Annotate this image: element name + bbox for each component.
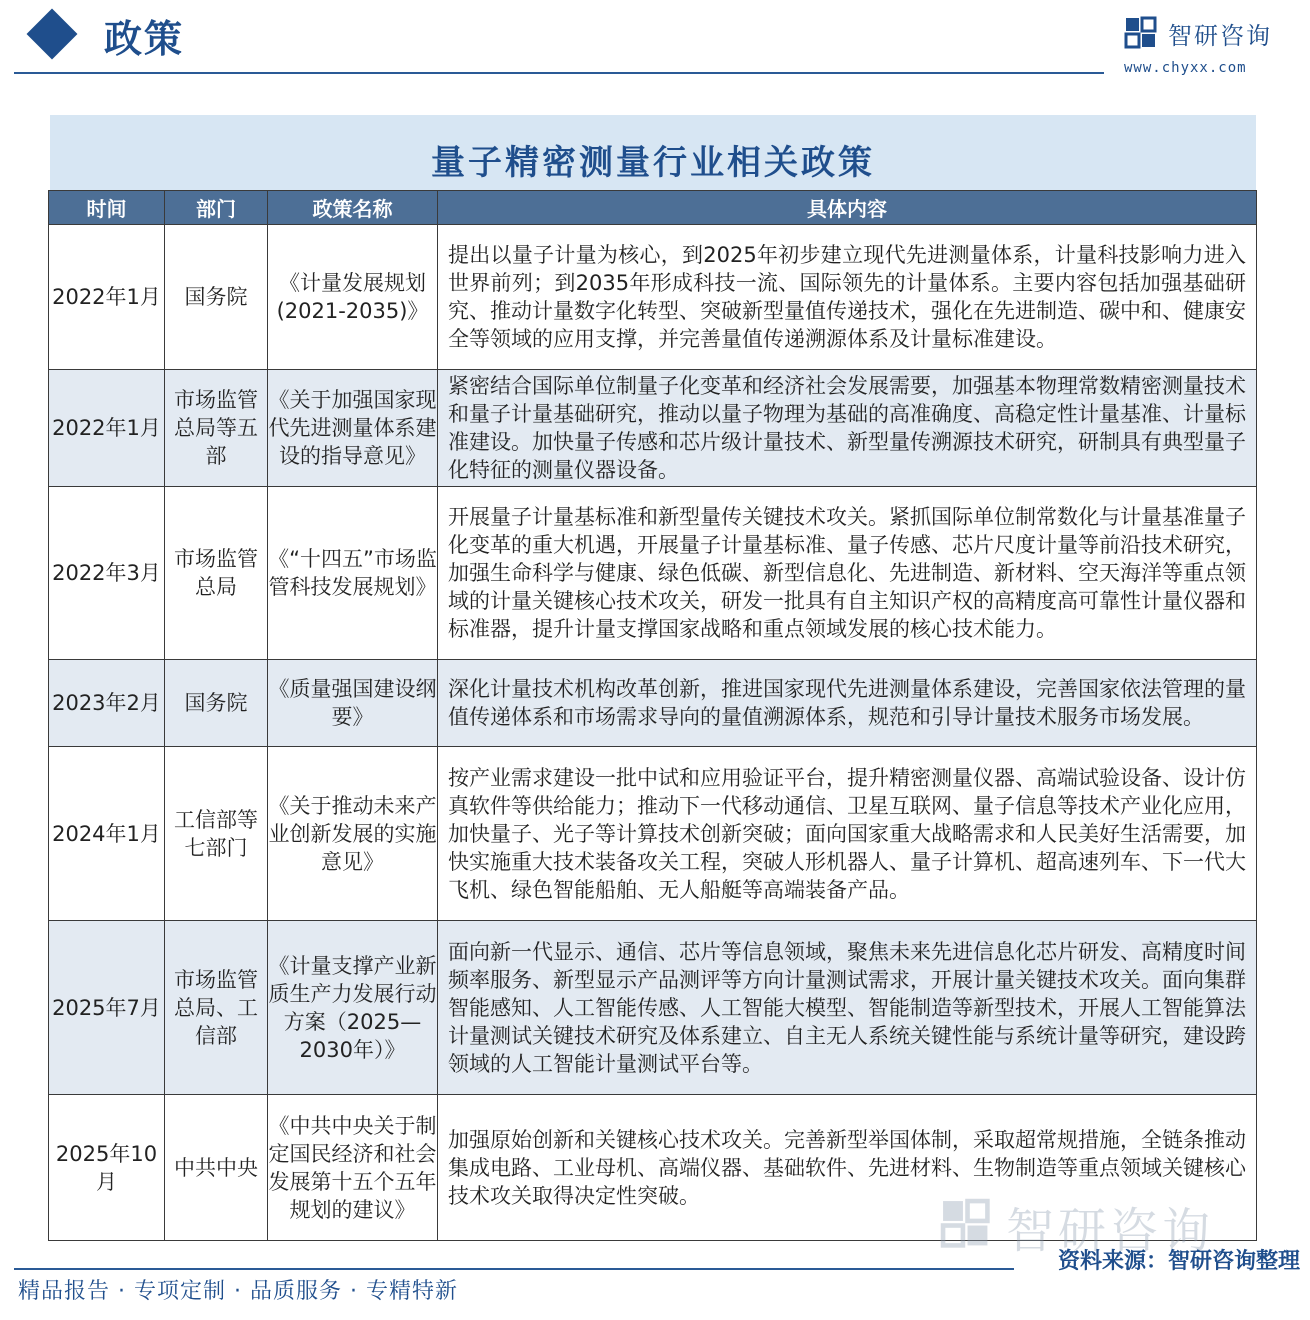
source-note: 资料来源：智研咨询整理 — [1057, 1249, 1300, 1274]
cell-content: 提出以量子计量为核心，到2025年初步建立现代先进测量体系，计量科技影响力进入世界前列；到2035年形成科技一流、国际领先的计量体系。主要内容包括加强基础研究、推动计量数字化转型、突破新型量值传递技术，强化在先进制造、碳中和、健康安全等领域的应用支撑，并完善量值传递溯源体系及计量标准建设。 — [438, 225, 1257, 370]
table-header-row — [49, 191, 1257, 225]
watermark-logo-icon — [940, 1198, 992, 1250]
table-title: 量子精密测量行业相关政策 — [431, 143, 875, 183]
cell-dept: 国务院 — [165, 660, 268, 747]
cell-dept: 国务院 — [165, 225, 268, 370]
cell-content: 面向新一代显示、通信、芯片等信息领域，聚焦未来先进信息化芯片研发、高精度时间频率服务、新型显示产品测评等方向计量测试需求，开展计量关键技术攻关。面向集群智能感知、人工智能传感、人工智能大模型、智能制造等新型技术，开展人工智能算法计量测试关键技术研究及体系建立、自主无人系统关键性能与系统计量等研究，建设跨领域的人工智能计量测试平台等。 — [438, 921, 1257, 1095]
table-row — [49, 370, 1257, 487]
cell-dept: 工信部等七部门 — [165, 747, 268, 921]
table-row — [49, 921, 1257, 1095]
cell-policy: 《计量支撑产业新质生产力发展行动方案（2025—2030年）》 — [268, 921, 438, 1095]
cell-policy: 《质量强国建设纲要》 — [268, 660, 438, 747]
cell-time: 2025年7月 — [49, 921, 165, 1095]
column-header-policy: 政策名称 — [268, 191, 438, 225]
table-title-band — [50, 115, 1256, 190]
footer-divider — [14, 1268, 1014, 1270]
cell-policy: 《关于加强国家现代先进测量体系建设的指导意见》 — [268, 370, 438, 487]
cell-content: 加强原始创新和关键核心技术攻关。完善新型举国体制，采取超常规措施，全链条推动集成电路、工业母机、高端仪器、基础软件、先进材料、生物制造等重点领域关键核心技术攻关取得决定性突破。 — [438, 1095, 1257, 1241]
cell-content: 深化计量技术机构改革创新，推进国家现代先进测量体系建设，完善国家依法管理的量值传递体系和市场需求导向的量值溯源体系，规范和引导计量技术服务市场发展。 — [438, 660, 1257, 747]
table-row — [49, 660, 1257, 747]
cell-policy: 《计量发展规划(2021-2035)》 — [268, 225, 438, 370]
column-header-time: 时间 — [49, 191, 165, 225]
cell-time: 2025年10月 — [49, 1095, 165, 1241]
table-row — [49, 487, 1257, 660]
cell-time: 2023年2月 — [49, 660, 165, 747]
brand-logo — [1124, 16, 1284, 76]
cell-content: 紧密结合国际单位制量子化变革和经济社会发展需要，加强基本物理常数精密测量技术和量子计量基础研究，推动以量子物理为基础的高准确度、高稳定性计量基准、计量标准建设。加快量子传感和芯片级计量技术、新型量传溯源技术研究，研制具有典型量子化特征的测量仪器设备。 — [438, 370, 1257, 487]
column-header-dept: 部门 — [165, 191, 268, 225]
cell-content: 开展量子计量基标准和新型量传关键技术攻关。紧抓国际单位制常数化与计量基准量子化变革的重大机遇，开展量子计量基标准、量子传感、芯片尺度计量等前沿技术研究，加强生命科学与健康、绿色低碳、新型信息化、先进制造、新材料、空天海洋等重点领域的计量关键核心技术攻关，研发一批具有自主知识产权的高精度高可靠性计量仪器和标准器，提升计量支撑国家战略和重点领域发展的核心技术能力。 — [438, 487, 1257, 660]
cell-policy: 《中共中央关于制定国民经济和社会发展第十五个五年规划的建议》 — [268, 1095, 438, 1241]
cell-time: 2024年1月 — [49, 747, 165, 921]
watermark-text: 智研咨询 — [1006, 1203, 1215, 1259]
brand-name: 智研咨询 — [1168, 22, 1272, 50]
column-header-content: 具体内容 — [438, 191, 1257, 225]
cell-dept: 市场监管总局等五部 — [165, 370, 268, 487]
cell-dept: 市场监管总局、工信部 — [165, 921, 268, 1095]
brand-url: www.chyxx.com — [1124, 60, 1247, 76]
footer-slogan: 精品报告 · 专项定制 · 品质服务 · 专精特新 — [18, 1279, 458, 1304]
table-row — [49, 225, 1257, 370]
section-diamond-icon — [27, 9, 78, 60]
cell-dept: 市场监管总局 — [165, 487, 268, 660]
cell-time: 2022年1月 — [49, 370, 165, 487]
header-divider — [14, 72, 1104, 74]
cell-policy: 《“十四五”市场监管科技发展规划》 — [268, 487, 438, 660]
cell-dept: 中共中央 — [165, 1095, 268, 1241]
brand-watermark — [940, 1192, 1270, 1259]
cell-time: 2022年1月 — [49, 225, 165, 370]
policy-table — [48, 190, 1257, 1241]
cell-content: 按产业需求建设一批中试和应用验证平台，提升精密测量仪器、高端试验设备、设计仿真软件等供给能力；推动下一代移动通信、卫星互联网、量子信息等技术产业化应用，加快量子、光子等计算技术创新突破；面向国家重大战略需求和人民美好生活需要，加快实施重大技术装备攻关工程，突破人形机器人、量子计算机、超高速列车、下一代大飞机、绿色智能船舶、无人船艇等高端装备产品。 — [438, 747, 1257, 921]
table-row — [49, 747, 1257, 921]
brand-logo-icon — [1124, 16, 1158, 50]
section-title: 政策 — [104, 17, 185, 61]
cell-time: 2022年3月 — [49, 487, 165, 660]
cell-policy: 《关于推动未来产业创新发展的实施意见》 — [268, 747, 438, 921]
